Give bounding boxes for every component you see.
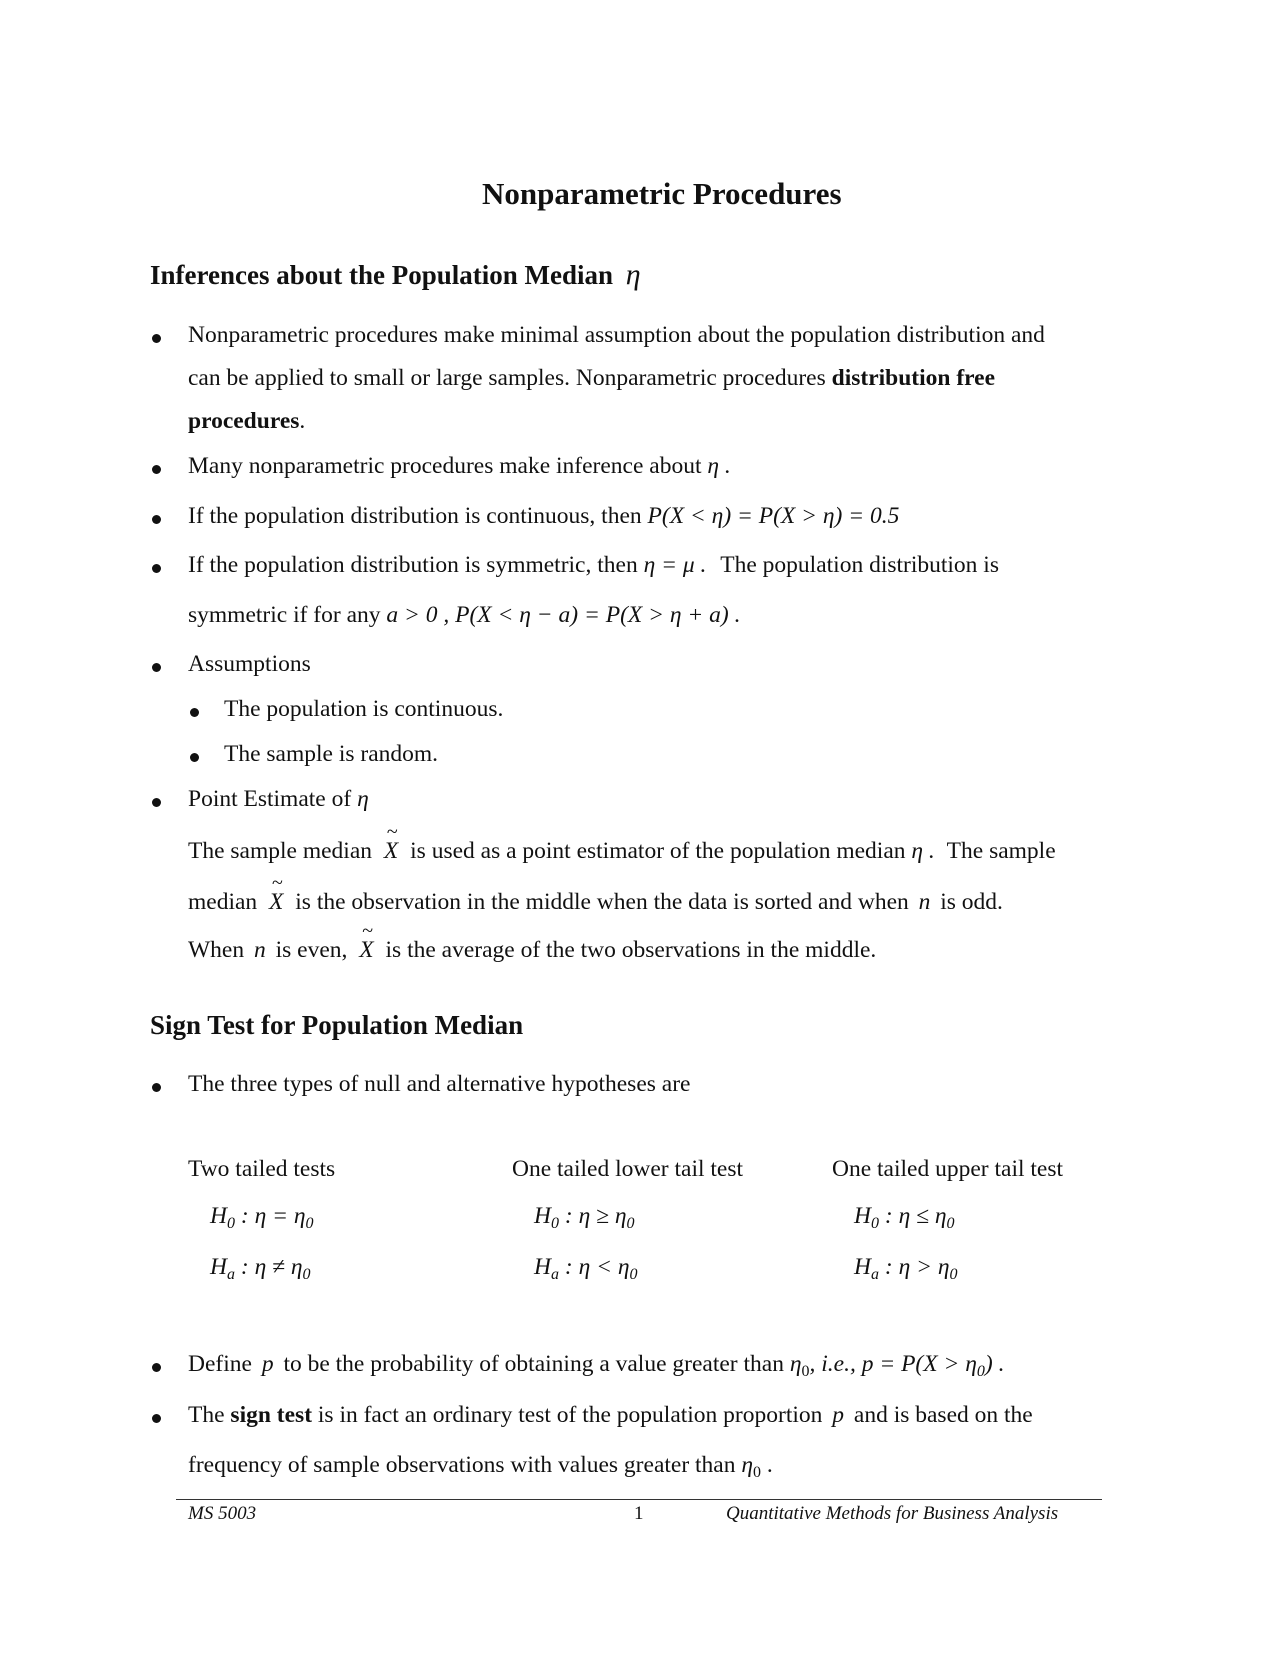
paragraph-line (188, 503, 899, 530)
page-title: Nonparametric Procedures (482, 176, 842, 211)
subscript: 0 (949, 1266, 958, 1283)
paragraph-line (188, 365, 995, 392)
p-symbol: p (832, 1402, 845, 1428)
h-symbol: H (210, 1254, 227, 1280)
math-expression: η . (707, 453, 731, 479)
relation: η ≤ η (898, 1203, 947, 1229)
relation: η ≠ η (254, 1254, 303, 1280)
text-span: is in fact an ordinary test of the population proportion (317, 1402, 823, 1428)
bullet-icon (152, 1083, 161, 1092)
subscript: a (226, 1266, 235, 1283)
text-span: If the population distribution is symmetric, then (188, 552, 638, 578)
subscript: 0 (226, 1215, 235, 1232)
subscript: 0 (626, 1215, 635, 1232)
hypothesis-column-label: Two tailed tests (188, 1156, 336, 1182)
assumptions-label: Assumptions (188, 651, 311, 677)
subscript: 0 (629, 1266, 638, 1283)
text-span: The (188, 1402, 225, 1428)
text-span: Many nonparametric procedures make inference about (188, 453, 702, 479)
math-expression: P(X < η) = P(X > η) = 0.5 (647, 503, 900, 529)
section-heading-sign-test: Sign Test for Population Median (150, 1010, 524, 1040)
math-expression: p = P(X > η (861, 1351, 977, 1377)
text-span: frequency of sample observations with values greater than (188, 1452, 736, 1478)
assumption-item: The population is continuous. (224, 696, 504, 722)
math-expression: η = μ . (643, 552, 707, 578)
footer-course-title: Quantitative Methods for Business Analysis (726, 1503, 1059, 1524)
paragraph-line (188, 889, 1003, 916)
bullet-icon (152, 564, 161, 573)
relation: η = η (254, 1203, 306, 1229)
bullet-icon (190, 708, 199, 717)
bullet-icon (152, 465, 161, 474)
relation: η > η (898, 1254, 950, 1280)
text-span: When (188, 937, 245, 963)
x-tilde-symbol: ~ X (269, 889, 283, 916)
h-symbol: H (854, 1203, 871, 1229)
paragraph-line (188, 1351, 1004, 1378)
footer-page-number: 1 (634, 1503, 644, 1524)
subscript: 0 (753, 1464, 762, 1481)
bold-term: procedures (188, 408, 300, 434)
null-hypothesis: $H_0$ : $\eta = \eta_0$ (210, 1203, 314, 1232)
alternative-hypothesis: $H_a$ : $\eta \ne \eta_0$ (210, 1254, 311, 1283)
bullet-icon (152, 663, 161, 672)
subscript: 0 (976, 1363, 985, 1380)
text-span: is the observation in the middle when the data is sorted and when (295, 889, 909, 915)
bullet-icon (152, 798, 161, 807)
p-symbol: p (261, 1351, 274, 1377)
relation: η ≥ η (578, 1203, 627, 1229)
text-span: symmetric if for any (188, 602, 381, 628)
text-span: The sample (946, 838, 1056, 864)
footer-course-code: MS 5003 (188, 1503, 257, 1524)
n-symbol: n (918, 889, 931, 915)
alternative-hypothesis: $H_a$ : $\eta > \eta_0$ (854, 1254, 958, 1283)
null-hypothesis: $H_0$ : $\eta \le \eta_0$ (854, 1203, 955, 1232)
eta-symbol: η (625, 258, 641, 291)
math-expression: ) . (984, 1351, 1005, 1377)
subscript: 0 (302, 1266, 311, 1283)
text-span: is the average of the two observations in the middle. (385, 937, 877, 963)
alternative-hypothesis: $H_a$ : $\eta < \eta_0$ (534, 1254, 638, 1283)
text-span: . (766, 1452, 773, 1478)
text-span: median (188, 889, 258, 915)
paragraph-line (188, 1402, 1033, 1429)
math-expression: η . (911, 838, 935, 864)
text-span: . (299, 408, 306, 434)
paragraph-line (188, 1452, 773, 1479)
h-symbol: H (534, 1203, 551, 1229)
footer-divider (176, 1499, 1102, 1500)
subscript: a (870, 1266, 879, 1283)
text-span: Point Estimate of (188, 786, 352, 812)
bullet-icon (152, 515, 161, 524)
eta-symbol: η (789, 1351, 802, 1377)
text-span: and is based on the (853, 1402, 1033, 1428)
bold-term: sign test (230, 1402, 313, 1428)
paragraph-line: Nonparametric procedures make minimal assumption about the population distribution and (188, 322, 1045, 348)
text-span: to be the probability of obtaining a value greater than (283, 1351, 784, 1377)
h-symbol: H (854, 1254, 871, 1280)
paragraph-line (188, 602, 740, 629)
x-tilde-symbol: ~ X (384, 838, 398, 865)
text-span: is even, (275, 937, 348, 963)
hypothesis-column-label: One tailed lower tail test (512, 1156, 744, 1182)
null-hypothesis: $H_0$ : $\eta \ge \eta_0$ (534, 1203, 635, 1232)
assumption-item: The sample is random. (224, 741, 439, 767)
text-span: Define (188, 1351, 252, 1377)
text-span: The sample median (188, 838, 373, 864)
subscript: 0 (801, 1363, 810, 1380)
text-span: The population distribution is (720, 552, 999, 578)
section-heading-median (150, 258, 641, 292)
text-span: is used as a point estimator of the population median (410, 838, 906, 864)
text-span: is odd. (940, 889, 1003, 915)
bullet-icon (152, 1363, 161, 1372)
paragraph-line (188, 453, 731, 480)
text-span: If the population distribution is continuous, then (188, 503, 642, 529)
subscript: 0 (550, 1215, 559, 1232)
math-expression: , i.e., (809, 1351, 856, 1377)
paragraph-line (188, 408, 305, 435)
paragraph-line (188, 937, 876, 964)
bullet-icon (152, 1414, 161, 1423)
bullet-icon (152, 334, 161, 343)
paragraph-line (188, 552, 999, 579)
math-expression: a > 0 , P(X < η − a) = P(X > η + a) . (386, 602, 741, 628)
section-heading-text: Inferences about the Population Median (150, 260, 614, 290)
paragraph-line (188, 838, 1056, 865)
eta-symbol: η (741, 1452, 754, 1478)
h-symbol: H (210, 1203, 227, 1229)
bold-term: distribution free (831, 365, 996, 391)
h-symbol: H (534, 1254, 551, 1280)
paragraph-line: The three types of null and alternative hypotheses are (188, 1071, 691, 1097)
bullet-icon (190, 753, 199, 762)
relation: η < η (578, 1254, 630, 1280)
subscript: 0 (870, 1215, 879, 1232)
text-span: can be applied to small or large samples. Nonparametric procedures (188, 365, 826, 391)
n-symbol: n (254, 937, 266, 963)
paragraph-line (188, 786, 369, 813)
eta-symbol: η (357, 786, 369, 812)
subscript: 0 (946, 1215, 955, 1232)
hypothesis-column-label: One tailed upper tail test (832, 1156, 1064, 1182)
subscript: a (550, 1266, 559, 1283)
subscript: 0 (305, 1215, 314, 1232)
x-tilde-symbol: ~ X (359, 937, 373, 964)
